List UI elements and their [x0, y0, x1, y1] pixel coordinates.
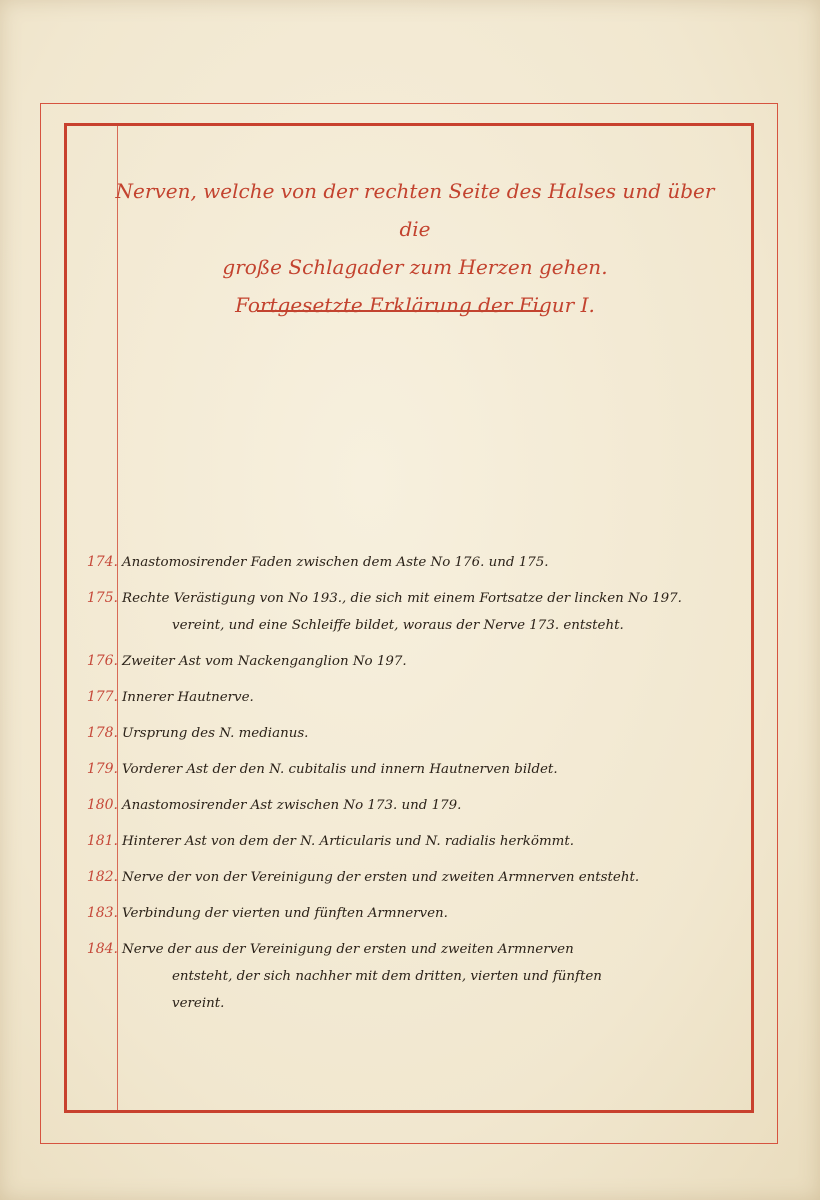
entry-number: 179.	[86, 761, 118, 777]
entry-list	[78, 549, 738, 1026]
entry-number: 174.	[86, 554, 118, 570]
list-item	[78, 648, 738, 675]
entry-text	[122, 900, 738, 927]
entry-text	[122, 936, 738, 1017]
entry-text-line: Innerer Hautnerve.	[122, 690, 254, 705]
list-item	[78, 756, 738, 783]
entry-number: 181.	[86, 833, 118, 849]
list-item	[78, 549, 738, 576]
entry-text-line: Anastomosirender Ast zwischen No 173. und 179.	[122, 798, 462, 813]
entry-text	[122, 549, 738, 576]
entry-number: 184.	[86, 941, 118, 957]
title-line-2: große Schlagader zum Herzen gehen.	[222, 255, 608, 279]
list-item	[78, 684, 738, 711]
entry-number: 180.	[86, 797, 118, 813]
list-item	[78, 585, 738, 639]
list-item	[78, 828, 738, 855]
entry-number: 182.	[86, 869, 118, 885]
list-item	[78, 900, 738, 927]
entry-text	[122, 864, 738, 891]
entry-text	[122, 720, 738, 747]
entry-text-line: Nerve der aus der Vereinigung der ersten und zweiten Armnerven	[122, 942, 574, 957]
entry-text-line: Ursprung des N. medianus.	[122, 726, 309, 741]
list-item	[78, 720, 738, 747]
entry-text-line: entsteht, der sich nachher mit dem dritten, vierten und fünften	[172, 969, 602, 984]
entry-text-line: vereint.	[172, 996, 225, 1011]
title-underline	[257, 310, 543, 312]
list-item	[78, 936, 738, 1017]
entry-number: 176.	[86, 653, 118, 669]
entry-text-line: Nerve der von der Vereinigung der ersten und zweiten Armnerven entsteht.	[122, 870, 640, 885]
list-item	[78, 792, 738, 819]
entry-text	[122, 684, 738, 711]
page-title	[100, 172, 730, 324]
entry-text-line: vereint, und eine Schleiffe bildet, woraus der Nerve 173. entsteht.	[172, 618, 624, 633]
entry-text	[122, 828, 738, 855]
title-line-3: Fortgesetzte Erklärung der Figur I.	[235, 293, 595, 317]
entry-text	[122, 756, 738, 783]
entry-text-line: Verbindung der vierten und fünften Armnerven.	[122, 906, 448, 921]
entry-text-line: Rechte Verästigung von No 193., die sich mit einem Fortsatze der lincken No 197.	[122, 591, 682, 606]
entry-text-line: Hinterer Ast von dem der N. Articularis und N. radialis herkömmt.	[122, 834, 574, 849]
entry-text	[122, 792, 738, 819]
entry-text	[122, 648, 738, 675]
entry-number: 175.	[86, 590, 118, 606]
entry-text-line: Zweiter Ast vom Nackenganglion No 197.	[122, 654, 407, 669]
entry-number: 177.	[86, 689, 118, 705]
entry-text-line: Anastomosirender Faden zwischen dem Aste No 176. und 175.	[122, 555, 549, 570]
list-item	[78, 864, 738, 891]
title-line-1: Nerven, welche von der rechten Seite des Halses und über die	[115, 179, 715, 241]
entry-text	[122, 585, 738, 639]
entry-number: 178.	[86, 725, 118, 741]
entry-number: 183.	[86, 905, 118, 921]
entry-text-line: Vorderer Ast der den N. cubitalis und innern Hautnerven bildet.	[122, 762, 558, 777]
